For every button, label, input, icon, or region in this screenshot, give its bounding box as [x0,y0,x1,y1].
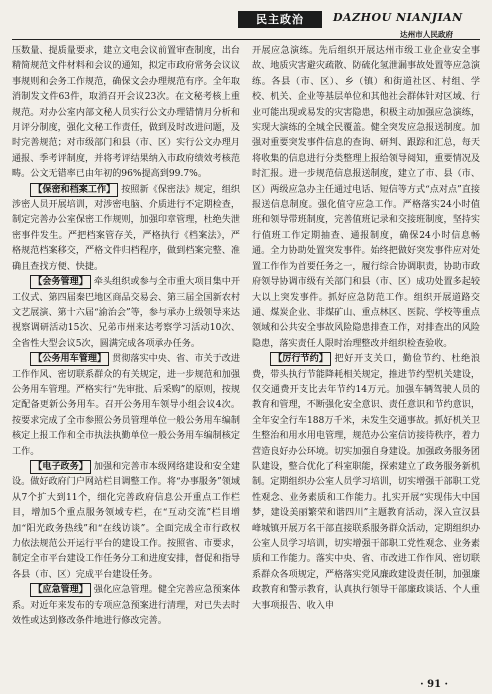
header-subtitle: 达州市人民政府 [400,30,454,39]
section-heading-egov: 【电子政务】 [30,460,91,474]
emergency-text: 强化应急管理。健全完善应急预案体系。对近年来发布的专项应急预案进行清理，对已失去时效性或达到修改条件地进行修改完善。 [12,585,240,627]
vehicle-text: 贯彻落实中央、省、市关于改进工作作风、密切联系群众的有关规定，进一步规范和加强公务用车管理。严格实行“先审批、后采购”的原则，按规定配备更新公务用车。召开公务用车领导小组会议4次。按要求完成了全市参照公务员管理单位一般公务用车编制核定上报工作和全市执法执勤单位一般公务用车编制核定工作。 [12,354,240,457]
egov-text: 加强和完善市本级网络建设和安全建设。做好政府门户网站栏目调整工作。将“办事服务”领域从7个扩大到11个，细化完善政府信息公开重点工作栏目，增加5个重点服务领域专栏，在“互动交流”栏目增加“阳光政务热线”和“在线访谈”。全面完成全市行政权力依法规范公开运行平台的建设工作。按照省、市要求，制定全市平台建设工作任务分工和进度安排，督促和指导各县（市、区）完成平台建设任务。 [12,461,240,580]
section-heading-vehicle: 【公务用车管理】 [30,352,109,366]
emergency-paragraph [12,583,240,629]
section-heading-secrecy: 【保密和档案工作】 [30,183,118,197]
secrecy-text: 按照新《保密法》规定，组织涉密人员开展培训，对涉密电脑、介质进行不定期检查，制定完善办公室保密工作规则，加强印章管理，杜绝失泄密事件发生。严把档案管存关，严格执行《档案法》，严格规范档案移交，严格文件归档程序，做到档案完整、准确且查找方便、快捷。 [12,184,240,272]
section-heading-meeting: 【会务管理】 [30,275,91,289]
vehicle-paragraph [12,352,240,460]
meeting-text: 牵头组织或参与全市重大项目集中开工仪式、第四届秦巴地区商品交易会、第三届全国新农村文艺展演、第十六届“渝治会”等，参与承办上级领导来达视察调研活动15次、兄弟市州来达考察学习活动10次、全省性大型会议5次，圆满完成各项承办任务。 [12,277,240,349]
page-number: · 91 · [420,679,448,690]
section-heading-emergency: 【应急管理】 [30,583,91,597]
header-rule [12,39,480,40]
thrift-text: 把好开支关口，勤俭节约、杜绝浪费，带头执行节能降耗相关规定，推进节约型机关建设，仅交通费开支比去年节约14万元。加强车辆驾驶人员的教育和管理，不断强化安全意识、责任意识和节约意识，全年安全行车188万千米，未发生交通事故。抓好机关卫生整治和用水用电管理，规范办公室信访接待秩序，着力营造良好办公环境。切实加强自身建设。加强政务服务团队建设，整合优化了科室职能，探索建立了政务服务新机制。定期组织办公室人员学习培训，切实增强干部职工党性观念、业务素质和工作能力。扎实开展“实现伟大中国梦，建设美丽繁荣和谐四川”主题教育活动，深入宣汉县峰城镇开展万名干部直接联系服务群众活动，定期组织办公室人员学习培训，切实增强干部职工党性观念、业务素质和工作能力。落实中央、省、市改进工作作风、密切联系群众各项规定，严格落实党风廉政建设责任制，加强廉政教育和警示教育，认真执行领导干部廉政谈话、个人重大事项报告、收入申 [252,354,480,611]
page-header [0,0,492,40]
right-column [252,44,480,674]
section-tag: 民主政治 [238,11,322,28]
magazine-title: DAZHOU NIANJIAN [333,11,463,24]
emergency-continued-paragraph: 开展应急演练。先后组织开展达州市级工业企业安全事故、地质灾害避灾疏散、防硫化氢泄漏事故处置等应急演练。各县（市、区）、乡（镇）和街道社区、村组、学校、机关、企业等基层单位和其他社会群体针对区域、行业可能出现或易发的灾害隐患，积极主动加强应急演练，实现大演练的全城全民覆盖。健全突发应急报送制度。加强对重要突发事件信息的查询、研判、跟踪和汇总，每天将收集的信息进行分类整理上报给领导阅知，重要情况及时汇报。进一步规范信息报送制度，建立了市、县（市、区）两级应急办主任通过电话、短信等方式“点对点”直接报送信息制度。强化值守应急工作。严格落实24小时值班和领导带班制度，完善值班记录和交接班制度，坚持实行值班工作定期抽查、通报制度，确保24小时信息畅通。全力协助处置突发事件。始终把做好突发事件应对处置工作作为首要任务之一，履行综合协调职责，协助市政府领导协调市级有关部门和县（市、区）成功处置多起较大以上突发事件。抓好应急防范工作。组织开展道路交通、煤炭企业、非煤矿山、重点林区、医院、学校等重点领域和公共安全事故风险隐患排查工作，对排查出的风险隐患，落实责任人限时治理整改并组织检查验收。 [252,46,480,349]
egov-paragraph [12,460,240,583]
intro-paragraph: 压数量、提质量要求，建立文电会议前置审查制度，出台精简规范文件材料和会议的通知，拟定市政府常务会议议事规则和会务工作规范，确保文会办理规范有序。全年取消制发文件63件，取消召开会议23次。在文秘考核上重规范。对办公室内部文秘人员实行公文办理错情月分析和月评分制度，强化文秘工作责任，做到及时改进问题，及时完善规范；对市级部门和县（市、区）实行公文办理月通报、季考评制度，并将考评结果纳入市政府绩效考核范畴。公文无错率已由年初的96%提高到99.7%。 [12,46,240,180]
secrecy-paragraph [12,183,240,275]
section-heading-thrift: 【厉行节约】 [270,352,331,366]
meeting-paragraph [12,275,240,352]
thrift-paragraph [252,352,480,614]
left-column [12,44,240,674]
